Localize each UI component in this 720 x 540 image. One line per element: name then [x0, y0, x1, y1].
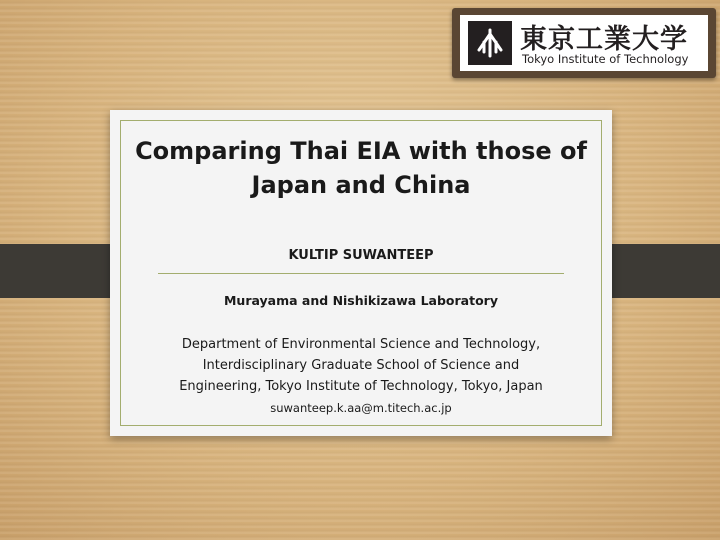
author-name: KULTIP SUWANTEEP [288, 248, 434, 263]
department-line-2: Interdisciplinary Graduate School of Science and [202, 358, 520, 373]
title-line-1: Comparing Thai EIA with those of [135, 137, 587, 165]
laboratory-name: Murayama and Nishikizawa Laboratory [223, 293, 498, 308]
author-email: suwanteep.k.aa@m.titech.ac.jp [270, 401, 452, 415]
title-line-2: Japan and China [251, 171, 471, 199]
logo-kanji-text: 東京工業大学 [520, 24, 688, 55]
university-logo [452, 8, 716, 78]
department-line-3: Engineering, Tokyo Institute of Technology, Tokyo, Japan [179, 379, 543, 394]
logo-english-text: Tokyo Institute of Technology [522, 52, 689, 66]
department-affiliation [110, 334, 612, 397]
swallow-emblem-icon [468, 21, 512, 65]
divider-line [158, 273, 564, 274]
slide-title [110, 134, 612, 202]
department-line-1: Department of Environmental Science and Technology, [181, 337, 541, 352]
title-card [110, 110, 612, 436]
logo-panel [460, 15, 708, 71]
